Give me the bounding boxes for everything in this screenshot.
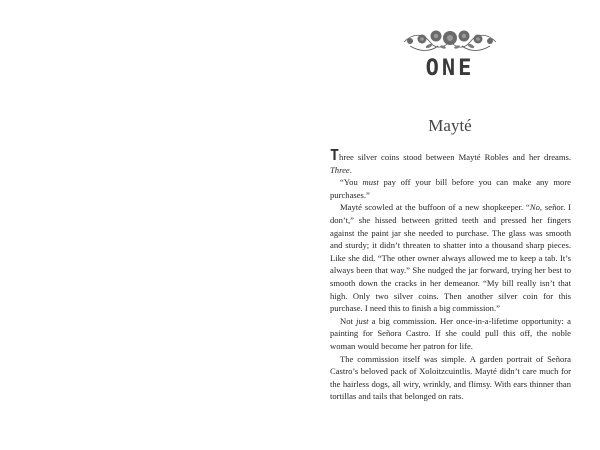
emphasis-text: No [529, 202, 540, 213]
paragraph [330, 146, 571, 176]
chapter-title: ONE [425, 56, 475, 81]
paragraph [330, 315, 571, 353]
floral-ornament-icon [400, 22, 500, 58]
right-page [300, 0, 600, 450]
paragraph [330, 201, 571, 314]
text-run: hree silver coins stood between Mayté Robles and her dreams. [339, 152, 571, 162]
text-run: “You [340, 177, 363, 188]
text-run: . [349, 164, 352, 175]
emphasis-text: just [356, 315, 369, 326]
text-run: a big commission. Her once-in-a-lifetime opportunity: a painting for Señora Castro. If she could pull this off, the noble woman would become her patron for life. [330, 315, 571, 351]
text-run: pay off your bill before you can make any more purchases.” [330, 177, 571, 200]
emphasis-text: must [362, 177, 379, 188]
paragraph [330, 176, 571, 201]
text-run: The commission itself was simple. A garden portrait of Señora Castro’s beloved pack of Xoloitzcuintlis. Mayté didn’t care much for the hairless dogs, all wiry, wrinkly, and flimsy. With ears thinner than tortillas and tails that belonged on rats. [330, 353, 571, 402]
emphasis-text: Three [330, 164, 350, 175]
text-run: Mayté scowled at the buffoon of a new shopkeeper. “ [340, 202, 530, 213]
chapter-pov-name: Mayté [428, 116, 472, 135]
text-run: Not [340, 315, 357, 326]
chapter-body-text [330, 146, 571, 403]
text-run: , señor. I don’t,” she hissed between gritted teeth and pressed her fingers against the paint jar she needed to purchase. The glass was smooth and sturdy; it didn’t threaten to shatter into a thousand sharp pieces. Like she did. “The other owner always allowed me to keep a tab. It’s always been that way.” She nudged the jar forward, trying her best to smooth down the cracks in her demeanor. “My bill really isn’t that high. Only two silver coins. Then another silver coin for this purchase. I need this to finish a big commission.” [330, 202, 571, 314]
paragraph [330, 353, 571, 403]
drop-cap: T [330, 146, 340, 164]
